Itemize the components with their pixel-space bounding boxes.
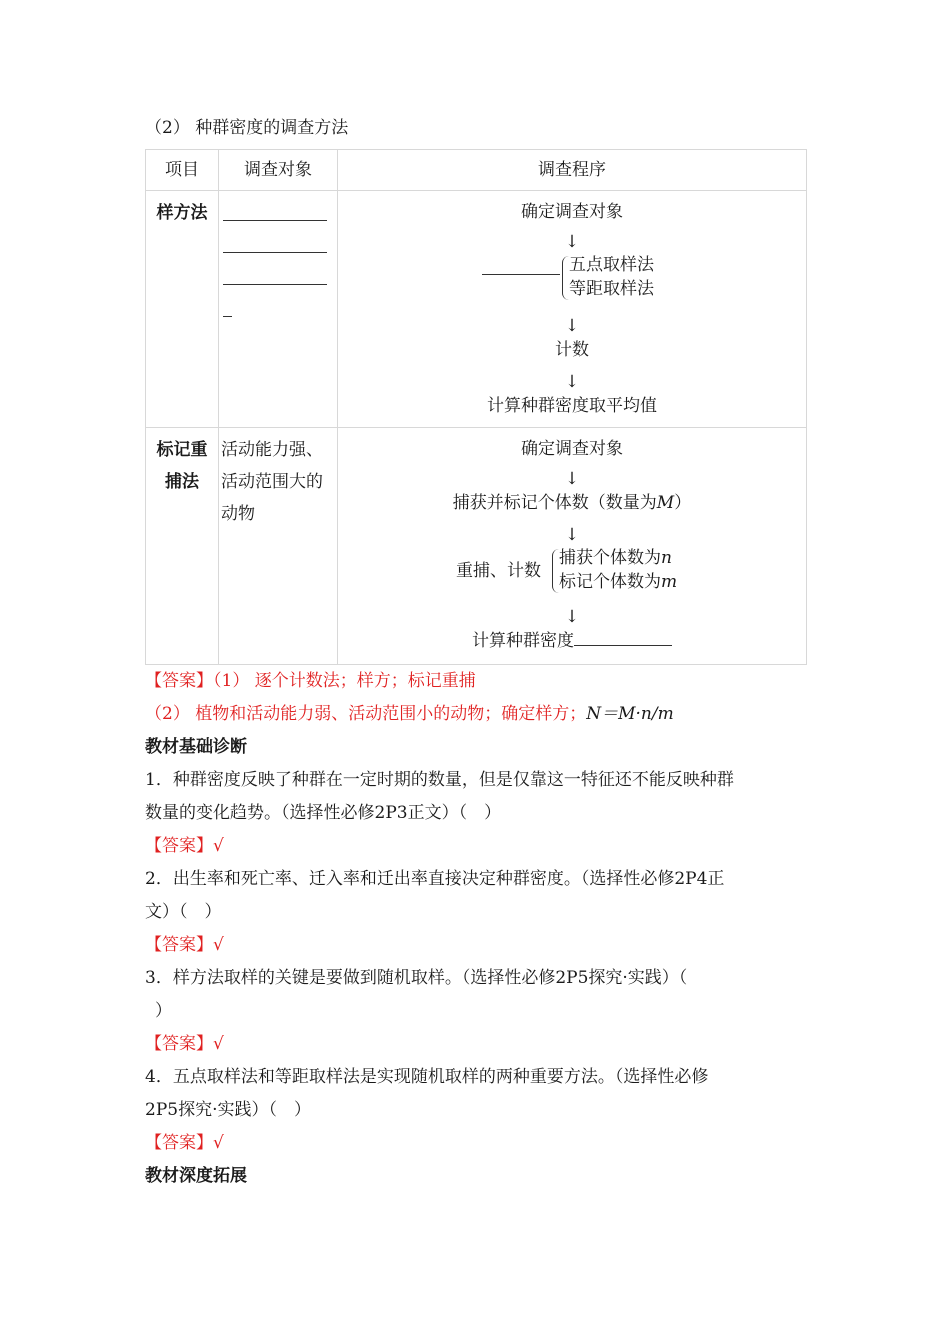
- answer-blank-line: [221, 229, 333, 261]
- table-row-mark-recapture: [146, 428, 807, 665]
- brace-left: [562, 256, 569, 300]
- var-n: n: [661, 548, 672, 568]
- captured-text: 捕获个体数为: [559, 548, 661, 568]
- proc-step-calc-density: [338, 626, 806, 656]
- proc-arrow: ↓: [564, 607, 580, 627]
- header-item: 项目: [146, 150, 219, 191]
- answer-label: 【答案】: [145, 1034, 213, 1054]
- proc-arrow: ↓: [564, 372, 580, 392]
- sampling-method-group: [482, 253, 682, 303]
- object-line: 动物: [221, 504, 255, 524]
- question-answer: [145, 929, 807, 962]
- brace-left: [552, 549, 559, 593]
- recapture-count-label: 重捕、计数: [456, 561, 541, 581]
- answer-label: 【答案】: [145, 1133, 213, 1153]
- question-text-line: 文）（ ）: [145, 902, 222, 922]
- question-1: [145, 764, 807, 863]
- question-4: [145, 1061, 807, 1160]
- sampling-blank: [482, 274, 560, 275]
- quadrat-object-blank: [219, 191, 338, 428]
- answer-blank-line: [221, 293, 333, 325]
- capture-mark-text: 捕获并标记个体数（数量为: [452, 493, 657, 513]
- answer-blank-line: [221, 261, 333, 293]
- capture-mark-suffix: ）: [674, 493, 692, 513]
- check-mark-icon: √: [213, 935, 224, 955]
- mark-recapture-object: [219, 428, 338, 665]
- answer-label: 【答案】: [145, 671, 213, 691]
- answer-blank-line: [221, 197, 333, 229]
- document-page: [145, 112, 807, 1193]
- brace-item-marked: [559, 570, 677, 594]
- proc-arrow: ↓: [564, 232, 580, 252]
- check-mark-icon: √: [213, 1133, 224, 1153]
- var-m: m: [661, 572, 678, 592]
- proc-arrow: ↓: [564, 525, 580, 545]
- check-mark-icon: √: [213, 1034, 224, 1054]
- density-answer-blank: [574, 627, 672, 646]
- section-heading: （2） 种群密度的调查方法: [145, 118, 349, 138]
- question-answer: [145, 1028, 807, 1061]
- row-item-line: 标记重: [156, 440, 208, 460]
- header-object: 调查对象: [219, 150, 338, 191]
- question-text-line: 2P5探究·实践）（ ）: [145, 1100, 311, 1120]
- brace-item-captured: [559, 546, 672, 570]
- quadrat-procedure-flow: [338, 191, 806, 427]
- proc-step-count: 计数: [555, 340, 589, 360]
- question-text-line: 数量的变化趋势。（选择性必修2P3正文）（ ）: [145, 803, 502, 823]
- depth-heading: 教材深度拓展: [145, 1166, 247, 1186]
- answer-line-1: [145, 665, 807, 698]
- brace-item-five-point: 五点取样法: [569, 255, 654, 275]
- question-text-line: 2．出生率和死亡率、迁入率和迁出率直接决定种群密度。（选择性必修2P4正: [145, 869, 725, 889]
- row-item-line: 捕法: [165, 472, 199, 492]
- object-line: 活动范围大的: [221, 472, 323, 492]
- question-answer: [145, 1127, 807, 1160]
- calc-density-text: 计算种群密度: [472, 631, 574, 651]
- answer-line-2: [145, 698, 807, 731]
- table-header-row: [146, 150, 807, 191]
- proc-step-capture-mark: [338, 488, 806, 518]
- question-answer: [145, 830, 807, 863]
- check-mark-icon: √: [213, 836, 224, 856]
- question-3: [145, 962, 807, 1061]
- recapture-count-group: [456, 546, 716, 596]
- object-line: 活动能力强、: [221, 440, 323, 460]
- question-text-line: ）: [155, 1001, 172, 1021]
- question-text-line: 3．样方法取样的关键是要做到随机取样。（选择性必修2P5探究·实践）（: [145, 968, 688, 988]
- proc-step-determine-target: 确定调查对象: [521, 202, 623, 222]
- answer-formula: N＝M·n/m: [586, 704, 674, 724]
- proc-arrow: ↓: [564, 469, 580, 489]
- question-text-line: 1．种群密度反映了种群在一定时期的数量，但是仅靠这一特征还不能反映种群: [145, 770, 734, 790]
- var-M: M: [656, 493, 675, 513]
- basics-heading: 教材基础诊断: [145, 737, 247, 757]
- proc-step-calc-average: 计算种群密度取平均值: [487, 396, 657, 416]
- answer-text: （2） 植物和活动能力弱、活动范围小的动物；确定样方；: [145, 704, 587, 724]
- answer-label: 【答案】: [145, 935, 213, 955]
- proc-step-determine-target: 确定调查对象: [521, 439, 623, 459]
- question-text-line: 4．五点取样法和等距取样法是实现随机取样的两种重要方法。（选择性必修: [145, 1067, 709, 1087]
- row-item-mark-recapture: [146, 428, 219, 665]
- mark-recapture-procedure-flow: [338, 428, 806, 664]
- quadrat-procedure-cell: [338, 191, 807, 428]
- header-procedure: 调查程序: [338, 150, 807, 191]
- mark-recapture-procedure-cell: [338, 428, 807, 665]
- row-item-quadrat: 样方法: [146, 191, 219, 428]
- table-row-quadrat: [146, 191, 807, 428]
- marked-text: 标记个体数为: [559, 572, 661, 592]
- answer-label: 【答案】: [145, 836, 213, 856]
- answer-text: （1） 逐个计数法；样方；标记重捕: [213, 671, 476, 691]
- brace-item-equidistant: 等距取样法: [569, 279, 654, 299]
- proc-arrow: ↓: [564, 316, 580, 336]
- survey-method-table: [145, 149, 807, 665]
- question-2: [145, 863, 807, 962]
